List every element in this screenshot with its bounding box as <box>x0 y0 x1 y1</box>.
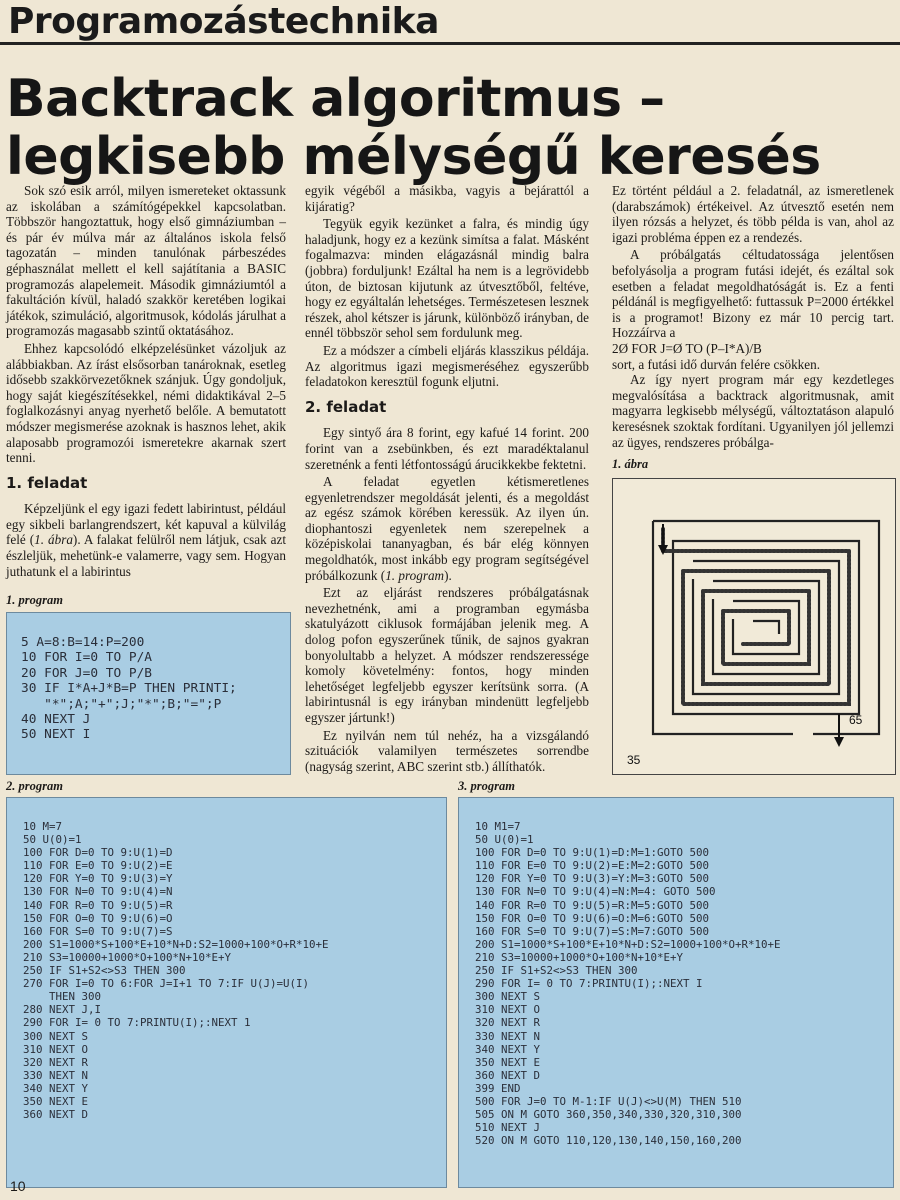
code-line: 160 FOR S=0 TO 9:U(7)=S <box>23 924 173 938</box>
code-line: 399 END <box>475 1081 521 1095</box>
code-line: 290 FOR I= 0 TO 7:PRINTU(I);:NEXT I <box>475 977 703 991</box>
code-line: 510 NEXT J <box>475 1121 541 1135</box>
article-headline <box>6 70 896 186</box>
code-line: 320 NEXT R <box>475 1016 541 1030</box>
solution-path <box>663 529 849 704</box>
headline-line-2: legkisebb mélységű keresés <box>6 127 821 187</box>
code-line: 330 NEXT N <box>23 1068 89 1082</box>
code-line: 50 U(0)=1 <box>23 833 82 847</box>
heading-task-2: 2. feladat <box>305 397 387 416</box>
code-line: 120 FOR Y=0 TO 9:U(3)=Y:M=3:GOTO 500 <box>475 872 710 886</box>
code-line: 340 NEXT Y <box>475 1042 541 1056</box>
col3-paragraph-2-tail: sort, a futási idő durván felére csökken. <box>612 356 820 372</box>
section-divider <box>0 42 900 45</box>
code-line: 150 FOR O=0 TO 9:U(6)=O <box>23 911 173 925</box>
col3-paragraph-2: A próbálgatás céltudatossága jelentősen befolyásolja a program futási idejét, és ezáltal sok esetben a feladat megoldhatóságát is. Ez a fenti példánál is megfigyelhető: futtassuk P=2000 értékkel is a programot! Bizony ez már 10 percig tart. Hozzáírva a <box>612 247 894 341</box>
col2-paragraph-7: Ez nyilván nem túl nehéz, ha a vizsgálandó szituációk valamilyen természetes sorrendbe (nagyság szerint, ABC szerint stb.) állíthatók. <box>305 727 589 774</box>
figure-1-maze <box>612 478 896 775</box>
figure-1-caption: 1. ábra <box>612 457 649 471</box>
code-line: 350 NEXT E <box>23 1094 89 1108</box>
code-line: 200 S1=1000*S+100*E+10*N+D:S2=1000+100*O+R*10+E <box>475 937 781 951</box>
code-line: 520 ON M GOTO 110,120,130,140,150,160,200 <box>475 1134 742 1148</box>
article-column-3 <box>612 183 894 450</box>
code-line: 140 FOR R=0 TO 9:U(5)=R <box>23 898 173 912</box>
maze-wall <box>673 541 859 714</box>
code-line: 110 FOR E=0 TO 9:U(2)=E <box>23 859 173 873</box>
code-line: 340 NEXT Y <box>23 1081 89 1095</box>
maze-drawing <box>613 479 895 774</box>
code-line: 10 FOR I=0 TO P/A <box>21 650 152 666</box>
code-line: 50 U(0)=1 <box>475 833 534 847</box>
program-2-caption: 2. program <box>6 779 63 793</box>
code-line: 100 FOR D=0 TO 9:U(1)=D <box>23 846 173 860</box>
code-line: 300 NEXT S <box>23 1029 89 1043</box>
code-line: 130 FOR N=0 TO 9:U(4)=N:M=4: GOTO 500 <box>475 885 716 899</box>
code-line: 40 NEXT J <box>21 712 91 728</box>
col1-paragraph-1: Sok szó esik arról, milyen ismereteket oktassunk az iskolában a számítógépekkel kapcsolatban. Többször hangoztattuk, hogy első gimnáziumban – és pár év múlva már az általános iskola felső tagozatán – minden tanulónak párbeszédes géphasználat mellett el kell sajátítania a BASIC programozás alapelemeit. Második gimnáziumtól a fakultáción kívül, haladó szakkör keretében logikai játékok, szimuláció, algoritmusok, kódolás járulhat a programozás magasabb szintű oktatásához. <box>6 183 286 339</box>
code-line: 50 NEXT I <box>21 727 91 743</box>
col2-paragraph-4: Egy sintyő ára 8 forint, egy kafué 14 forint. 200 forint van a zsebünkben, és ezt maradéktalanul szeretnénk a fenti létfontosságú árucikkekbe fektetni. <box>305 425 589 472</box>
code-line: 250 IF S1+S2<>S3 THEN 300 <box>475 964 638 978</box>
col3-paragraph-3: Az így nyert program már egy kezdetleges megvalósítása a backtrack algoritmusnak, amit magyarra legkisebb mélységű, változtatáson alapuló keresésnek szoktak fordítani. Ugyanilyen jól jellemzi az ügyes, rendszeres próbálga- <box>612 372 894 450</box>
col3-paragraph-1: Ez történt például a 2. feladatnál, az ismeretlenek (darabszámok) értékeivel. Az útvesztő esetén nem ilyen rózsás a helyzet, és több példa is van, ahol az igazi probléma éppen ez a rendezés. <box>612 183 894 245</box>
code-line: 120 FOR Y=0 TO 9:U(3)=Y <box>23 872 173 886</box>
code-line: 210 S3=10000+1000*O+100*N+10*E+Y <box>475 950 684 964</box>
code-line: 300 NEXT S <box>475 990 541 1004</box>
code-line: 100 FOR D=0 TO 9:U(1)=D:M=1:GOTO 500 <box>475 846 710 860</box>
col2-paragraph-5: A feladat egyetlen kétismeretlenes egyenletrendszer megoldását jelenti, és a megoldást az egész számok körében keressük. Az ilyen ún. diophantoszi egyenletek nem szerepelnek a középiskolai tananyagban, és bár elég könnyen megoldhatók, most inkább egy program segítségével próbálkozunk (1. program). <box>305 474 589 583</box>
code-line: 330 NEXT N <box>475 1029 541 1043</box>
col1-paragraph-2: Ehhez kapcsolódó elképzelésünket vázoljuk az alábbiakban. Az írást elsősorban tanároknak, esetleg idősebb szakkörvezetőknek szánjuk. Úgy gondoljuk, hogy saját kiegészítésekkel, némi didaktikával 2–5 foglalkozásnyi anyag nyerhető belőle. A bemutatott módszer megismerése azoknak is hasznos lehet, akik alaposabb programozói ismeretekre akarnak szert tenni. <box>6 340 286 466</box>
maze-label-right: 65 <box>849 713 863 727</box>
headline-line-1: Backtrack algoritmus – <box>6 69 665 129</box>
col2-paragraph-1: egyik végéből a másikba, vagyis a bejárattól a kijáratig? <box>305 183 589 214</box>
maze-wall <box>753 621 779 634</box>
code-line: 150 FOR O=0 TO 9:U(6)=O:M=6:GOTO 500 <box>475 911 710 925</box>
code-line: 310 NEXT O <box>475 1003 541 1017</box>
code-line: 110 FOR E=0 TO 9:U(2)=E:M=2:GOTO 500 <box>475 859 710 873</box>
program-2-listing <box>6 797 447 1188</box>
code-line: 310 NEXT O <box>23 1042 89 1056</box>
col1-paragraph-3: Képzeljünk el egy igazi fedett labirintust, például egy sikbeli barlangrendszert, két kapuval a külvilág felé (1. ábra). A falakat felülről nem látjuk, csak azt észleljük, mehetünk-e valamerre, vagy sem. Hogyan juthatunk el a labirintus <box>6 501 287 579</box>
code-line: 505 ON M GOTO 360,350,340,330,320,310,300 <box>475 1108 742 1122</box>
code-line: 290 FOR I= 0 TO 7:PRINTU(I);:NEXT 1 <box>23 1016 251 1030</box>
code-line: 350 NEXT E <box>475 1055 541 1069</box>
section-title: Programozástechnika <box>8 1 439 42</box>
code-line: 5 A=8:B=14:P=200 <box>21 635 145 650</box>
code-line: 10 M=7 <box>23 820 63 833</box>
heading-task-1: 1. feladat <box>6 473 88 492</box>
program-3-listing <box>458 797 894 1188</box>
col2-paragraph-3: Ez a módszer a címbeli eljárás klasszikus példája. Az algoritmus igazi megismeréséhez egyszerűbb feladatokon keresztül fogunk eljutni. <box>305 342 589 390</box>
maze-label-left: 35 <box>627 753 641 767</box>
code-line: 500 FOR J=0 TO M-1:IF U(J)<>U(M) THEN 510 <box>475 1094 742 1108</box>
code-line: THEN 300 <box>23 990 102 1004</box>
code-line: 140 FOR R=0 TO 9:U(5)=R:M=5:GOTO 500 <box>475 898 710 912</box>
article-column-2 <box>305 183 589 774</box>
code-line: 130 FOR N=0 TO 9:U(4)=N <box>23 885 173 899</box>
maze-wall <box>713 581 819 674</box>
figure-reference: 1. ábra <box>34 532 73 548</box>
col2-paragraph-6: Ezt az eljárást rendszeres próbálgatásnak nevezhetnénk, ami a programban egymásba skatulyázott ciklusok formájában jelenik meg. A dolog pofon egyszerűnek tűnik, de sajnos gyakran bonyolultabb a helyzet. A módszer rendszeressége komoly követelmény: fontos, hogy minden lehetőséget legfeljebb egyszer kerítsünk sorra. (A labirintusnál is egy irányban mindenütt legfeljebb egyszer jártunk!) <box>305 585 589 725</box>
article-column-1 <box>6 183 286 579</box>
code-line: 160 FOR S=0 TO 9:U(7)=S:M=7:GOTO 500 <box>475 924 710 938</box>
code-line: 360 NEXT D <box>23 1108 89 1122</box>
code-line: 200 S1=1000*S+100*E+10*N+D:S2=1000+100*O+R*10+E <box>23 937 329 951</box>
code-line: 360 NEXT D <box>475 1068 541 1082</box>
code-line: 20 FOR J=0 TO P/B <box>21 665 152 681</box>
page-number: 10 <box>10 1178 26 1194</box>
code-line: 250 IF S1+S2<>S3 THEN 300 <box>23 964 186 978</box>
code-line: 280 NEXT J,I <box>23 1003 102 1017</box>
program-reference: 1. program <box>385 567 445 583</box>
code-line: 270 FOR I=0 TO 6:FOR J=I+1 TO 7:IF U(J)=U(I) <box>23 977 310 991</box>
code-line: 210 S3=10000+1000*O+100*N+10*E+Y <box>23 950 232 964</box>
inline-code-line: 2Ø FOR J=Ø TO (P–I*A)/B <box>612 340 762 356</box>
program-1-caption: 1. program <box>6 593 63 607</box>
program-3-caption: 3. program <box>458 779 515 793</box>
program-1-listing <box>6 612 291 775</box>
code-line: 320 NEXT R <box>23 1055 89 1069</box>
code-line: "*";A;"+";J;"*";B;"=";P <box>21 696 222 712</box>
code-line: 30 IF I*A+J*B=P THEN PRINTI; <box>21 681 237 697</box>
col2-paragraph-2: Tegyük egyik kezünket a falra, és mindig úgy haladjunk, hogy ez a kezünk simítsa a falat. Másként fogalmazva: minden elágazásnál mindig balra (jobbra) forduljunk! Ezáltal ha nem is a legrövidebb úton, de biztosan kijutunk az útvesztőből, feltéve, hogy ez egyáltalán lehetséges. Természetesen lesznek részek, ahol kétszer is járunk, különböző irányban, de ennél többször sehol sem fordulunk meg. <box>305 216 589 341</box>
code-line: 10 M1=7 <box>475 820 521 833</box>
exit-arrow-icon <box>834 714 844 747</box>
